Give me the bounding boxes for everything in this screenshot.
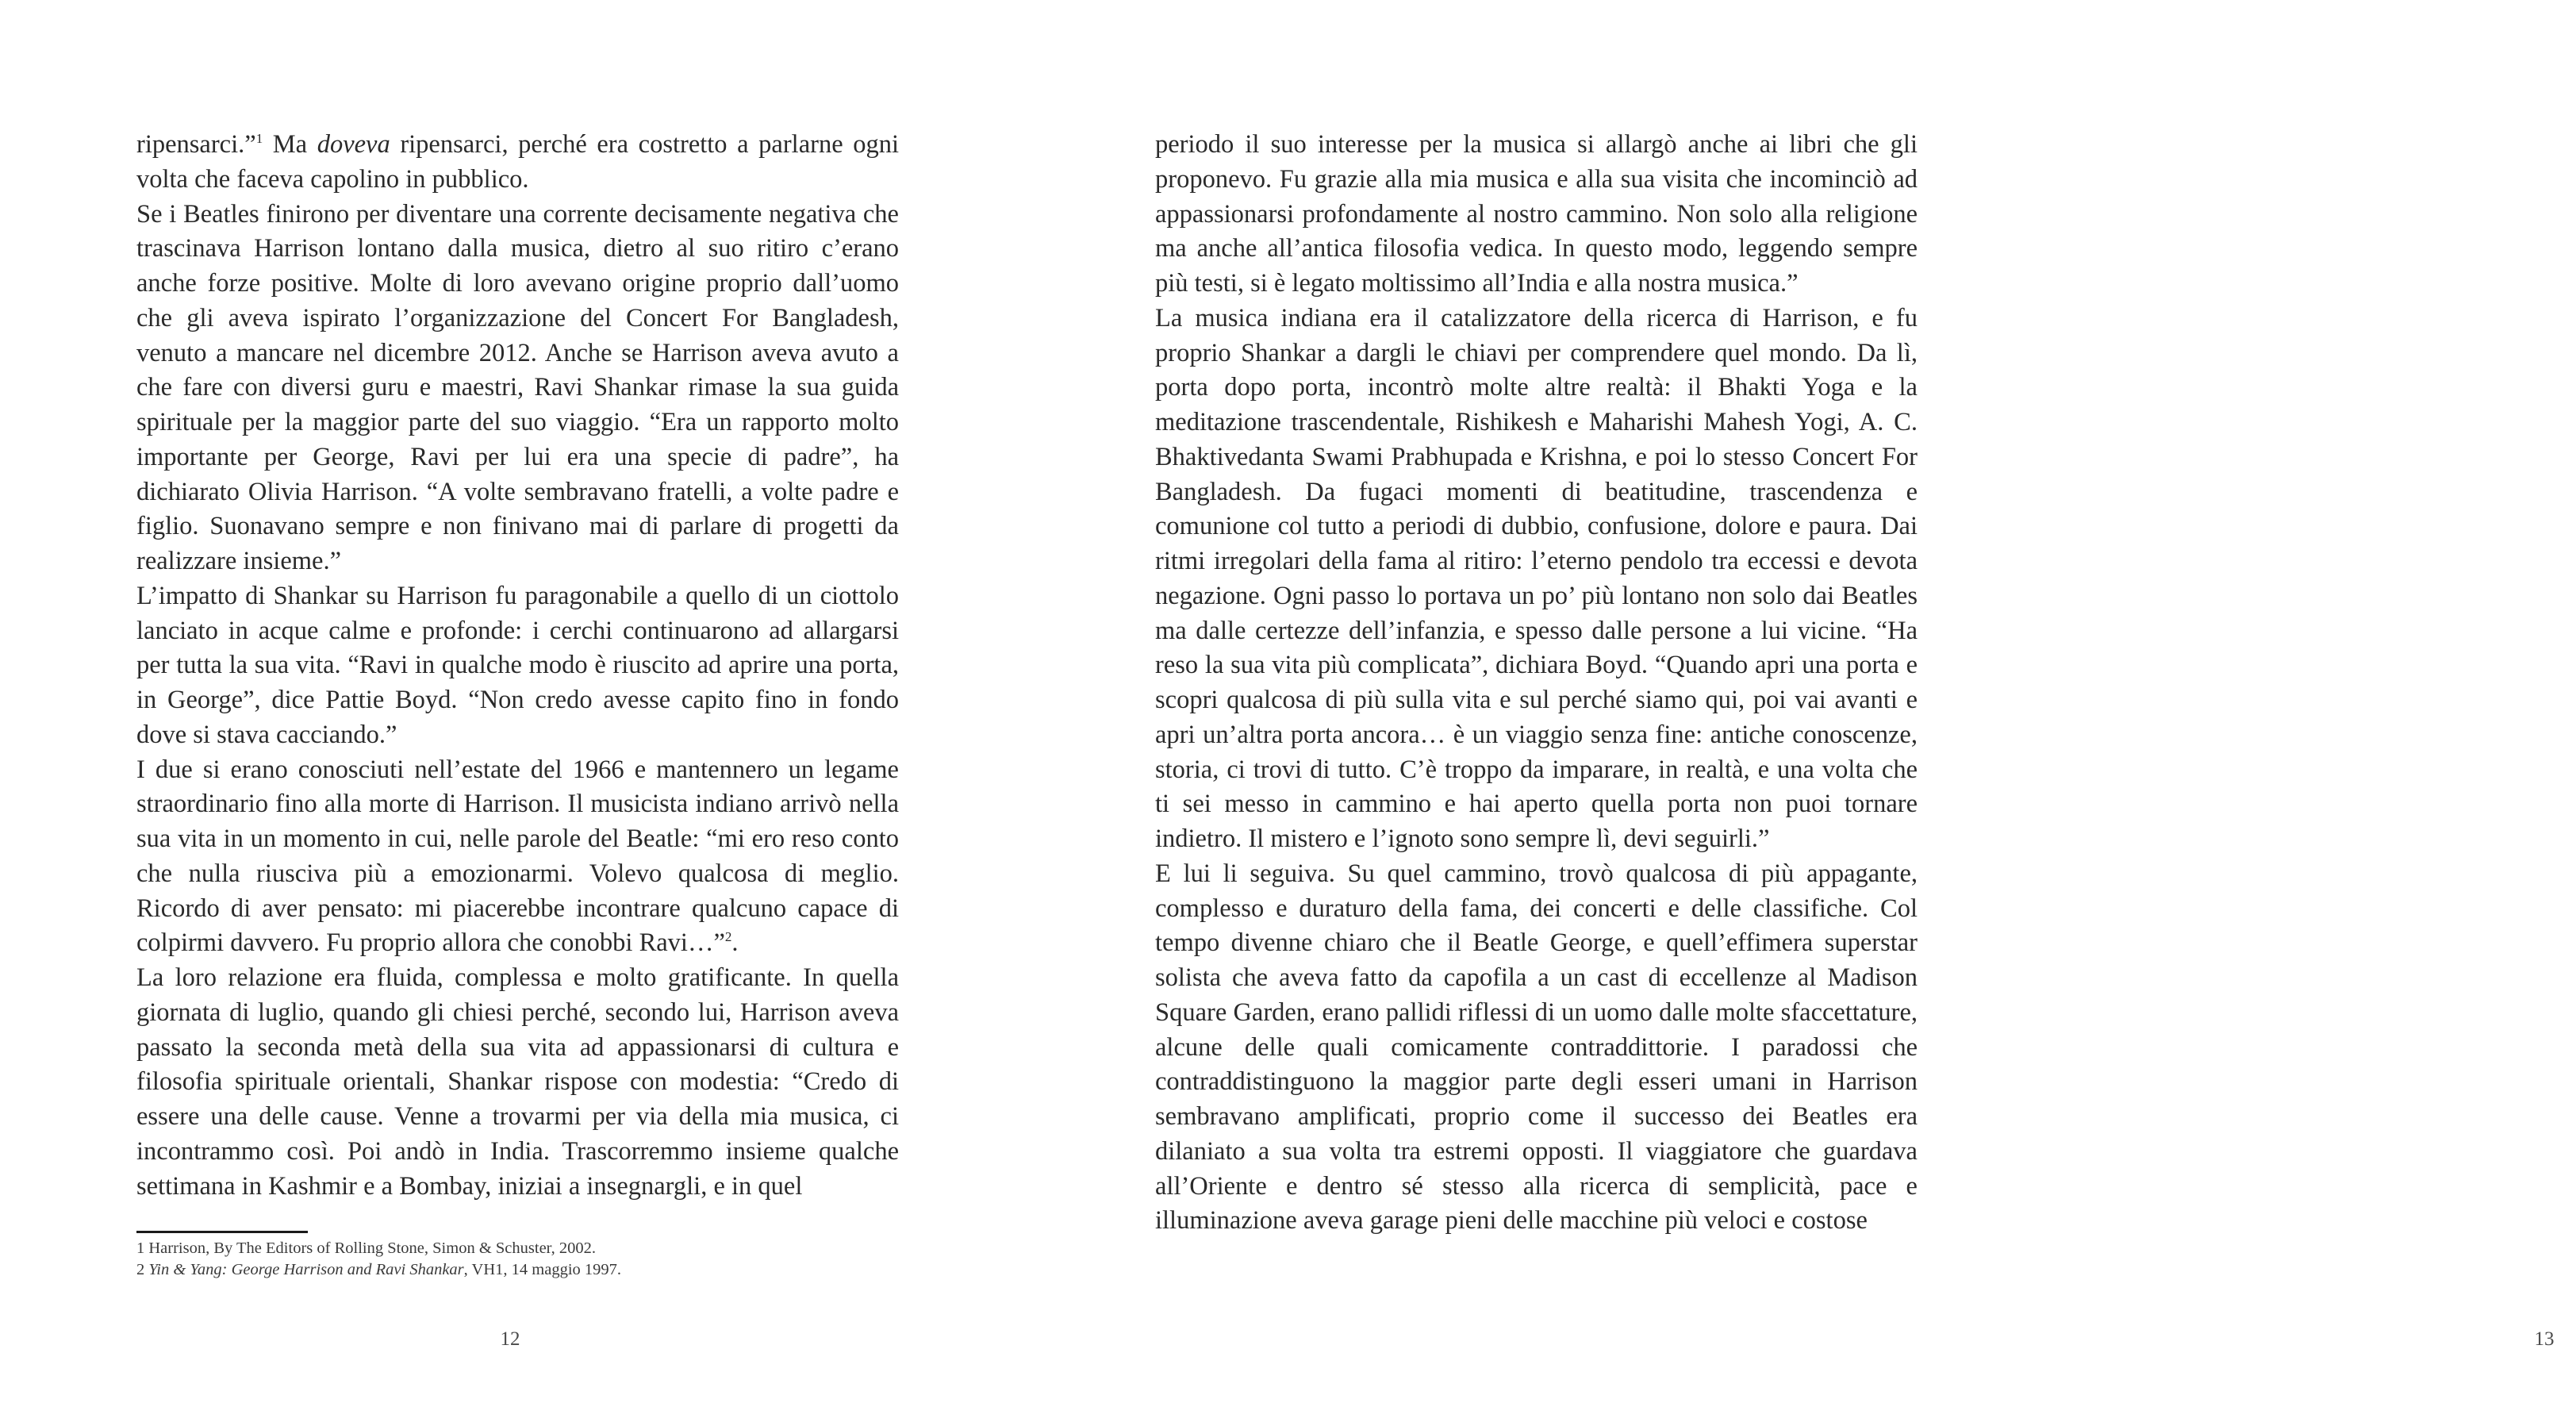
footnote-divider xyxy=(136,1231,308,1233)
paragraph: E lui li seguiva. Su quel cammino, trovò qualcosa di più appagante, complesso e duraturo della fama, dei concerti e delle classifiche. Col tempo divenne chiaro che il Beatle George, e quell’effimera superstar solista che aveva fatto da capofila a un cast di eccellenze al Madison Square Garden, erano pallidi riflessi di un uomo dalle molte sfaccettature, alcune delle quali comicamente contraddittorie. I paradossi che contraddistinguono la maggior parte degli esseri umani in Harrison sembravano amplificati, proprio come il successo dei Beatles era dilaniato a sua volta tra estremi opposti. Il viaggiatore che guardava all’Oriente e dentro sé stesso alla ricerca di semplicità, pace e illuminazione aveva garage pieni delle macchine più veloci e costose xyxy=(1155,859,1918,1236)
left-page xyxy=(0,0,1015,1422)
paragraph-text: I due si erano conosciuti nell’estate del 1966 e mantennero un legame straordinario fino alla morte di Harrison. Il musicista indiano arrivò nella sua vita in un momento in cui, nelle parole del Beatle: “mi ero reso conto che nulla riusciva più a emozionarmi. Volevo qualcosa di meglio. Ricordo di aver pensato: mi piacerebbe incontrare qualcuno capace di colpirmi davvero. Fu proprio allora che conobbi Ravi…” xyxy=(136,755,899,958)
right-page-body xyxy=(1155,128,1918,1239)
footnote-title: Yin & Yang: George Harrison and Ravi Shankar xyxy=(148,1261,464,1278)
paragraph: Se i Beatles finirono per diventare una corrente decisamente negativa che trascinava Harrison lontano dalla musica, dietro al suo ritiro c’erano anche forze positive. Molte di loro avevano origine proprio dall’uomo che gli aveva ispirato l’organizzazione del Concert For Bangladesh, venuto a mancare nel dicembre 2012. Anche se Harrison aveva avuto a che fare con diversi guru e maestri, Ravi Shankar rimase la sua guida spirituale per la maggior parte del suo viaggio. “Era un rapporto molto importante per George, Ravi per lui era una specie di padre”, ha dichiarato Olivia Harrison. “A volte sembravano fratelli, a volte padre e figlio. Suonavano sempre e non finivano mai di parlare di progetti da realizzare insieme.” xyxy=(136,199,899,575)
paragraph-text: ripensarci, perché era costretto a parlarne ogni volta che faceva capolino in pubblico. xyxy=(136,130,899,194)
footnote-number: 2 xyxy=(136,1261,149,1278)
paragraph-text: Ma xyxy=(263,130,317,159)
footnote-1: 1 Harrison, By The Editors of Rolling Stone, Simon & Schuster, 2002. xyxy=(136,1239,597,1257)
emphasis: doveva xyxy=(317,130,390,159)
page-number: 12 xyxy=(500,1328,520,1350)
paragraph-text: . xyxy=(731,928,739,958)
paragraph xyxy=(136,128,899,198)
paragraph: L’impatto di Shankar su Harrison fu paragonabile a quello di un ciottolo lanciato in acque calme e profonde: i cerchi continuarono ad allargarsi per tutta la sua vita. “Ravi in qualche modo è riuscito ad aprire una porta, in George”, dice Pattie Boyd. “Non credo avesse capito fino in fondo dove si stava cacciando.” xyxy=(136,581,899,749)
footnotes xyxy=(136,1238,898,1281)
paragraph-text: ripensarci.” xyxy=(136,130,256,159)
footnote-source: , VH1, 14 maggio 1997. xyxy=(463,1261,622,1278)
paragraph: periodo il suo interesse per la musica si allargò anche ai libri che gli proponevo. Fu grazie alla mia musica e alla sua visita che incominciò ad appassionarsi profondamente al nostro cammino. Non solo alla religione ma anche all’antica filosofia vedica. In questo modo, leggendo sempre più testi, si è legato moltissimo all’India e alla nostra musica.” xyxy=(1155,130,1918,298)
page-number: 13 xyxy=(2534,1328,2555,1350)
paragraph: La musica indiana era il catalizzatore della ricerca di Harrison, e fu proprio Shankar a dargli le chiavi per comprendere quel mondo. Da lì, porta dopo porta, incontrò molte altre realtà: il Bhakti Yoga e la meditazione trascendentale, Rishikesh e Maharishi Mahesh Yogi, A. C. Bhaktivedanta Swami Prabhupada e Krishna, e poi lo stesso Concert For Bangladesh. Da fugaci momenti di beatitudine, trascendenza e comunione col tutto a periodi di dubbio, confusione, dolore e paura. Dai ritmi irregolari della fama al ritiro: l’eterno pendolo tra eccessi e devota negazione. Ogni passo lo portava un po’ più lontano non solo dai Beatles ma dalle certezze dell’infanzia, e spesso dalle persone a lui vicine. “Ha reso la sua vita più complicata”, dichiara Boyd. “Quando apri una porta e scopri qualcosa di più sulla vita e sul perché siamo qui, poi vai avanti e apri un’altra porta ancora… è un viaggio senza fine: antiche conoscenze, storia, ci trovi di tutto. C’è troppo da imparare, in realtà, e una volta che ti sei messo in cammino e hai aperto quella porta non puoi tornare indietro. Il mistero e l’ignoto sono sempre lì, devi seguirli.” xyxy=(1155,303,1918,853)
footnote-ref-2: 2 xyxy=(724,929,732,945)
footnote-ref-1: 1 xyxy=(255,131,263,147)
left-page-body xyxy=(136,128,899,1204)
footnote-2 xyxy=(136,1259,898,1281)
paragraph xyxy=(136,753,899,962)
paragraph: La loro relazione era fluida, complessa e molto gratificante. In quella giornata di luglio, quando gli chiesi perché, secondo lui, Harrison aveva passato la seconda metà della sua vita ad appassionarsi di cultura e filosofia spirituale orientali, Shankar rispose con modestia: “Credo di essere una delle cause. Venne a trovarmi per via della mia musica, ci incontrammo così. Poi andò in India. Trascorremmo insieme qualche settimana in Kashmir e a Bombay, iniziai a insegnargli, e in quel xyxy=(136,963,899,1201)
